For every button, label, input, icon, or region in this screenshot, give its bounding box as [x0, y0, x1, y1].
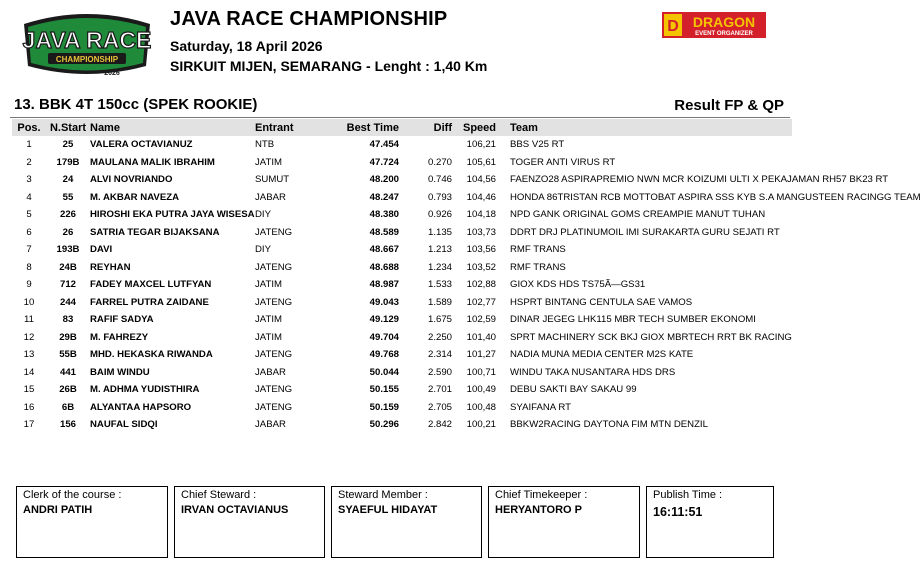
chief-steward-box — [174, 486, 325, 558]
row-start-number: 226 — [59, 209, 76, 221]
row-speed: 100,21 — [466, 419, 496, 431]
row-rider-name: DAVI — [90, 244, 113, 256]
row-entrant: JATENG — [255, 349, 293, 361]
row-team: NPD GANK ORIGINAL GOMS CREAMPIE MANUT TUHAN — [510, 209, 766, 221]
row-diff: 1.135 — [427, 226, 452, 238]
row-team: GIOX KDS HDS TS75Ã—GS31 — [510, 279, 646, 291]
row-diff: 2.314 — [427, 349, 452, 361]
col-pos: Pos. — [12, 119, 46, 136]
row-rider-name: MAULANA MALIK IBRAHIM — [90, 156, 215, 168]
row-speed: 101,27 — [466, 349, 496, 361]
row-diff: 2.590 — [427, 366, 452, 378]
row-team: HONDA 86TRISTAN RCB MOTTOBAT ASPIRA SSS KYB S.A MANGUSTEEN RACINGG TEAM — [510, 191, 921, 203]
row-rider-name: FARREL PUTRA ZAIDANE — [90, 296, 209, 308]
table-header-row — [12, 119, 792, 136]
table-row — [12, 206, 792, 224]
row-speed: 101,40 — [466, 331, 496, 343]
row-rider-name: RAFIF SADYA — [90, 314, 154, 326]
row-team: DDRT DRJ PLATINUMOIL IMI SURAKARTA GURU SEJATI RT — [510, 226, 780, 238]
row-start-number: 156 — [59, 419, 76, 431]
row-pos: 2 — [26, 156, 32, 168]
dragon-logo — [662, 12, 766, 38]
chief-timekeeper-label: Chief Timekeeper : — [495, 489, 588, 501]
row-best-time: 50.296 — [369, 419, 399, 431]
row-best-time: 48.667 — [369, 244, 399, 256]
clerk-box — [16, 486, 168, 558]
row-diff: 2.701 — [427, 384, 452, 396]
row-pos: 12 — [23, 331, 35, 343]
row-diff: 2.705 — [427, 401, 452, 413]
row-best-time: 47.724 — [369, 156, 399, 168]
row-rider-name: HIROSHI EKA PUTRA JAYA WISESA — [90, 209, 255, 221]
row-diff: 2.250 — [427, 331, 452, 343]
row-team: HSPRT BINTANG CENTULA SAE VAMOS — [510, 296, 693, 308]
results-body — [12, 136, 921, 434]
row-team: DEBU SAKTI BAY SAKAU 99 — [510, 384, 637, 396]
row-start-number: 24B — [59, 261, 77, 273]
row-start-number: 55 — [62, 191, 74, 203]
row-rider-name: MHD. HEKASKA RIWANDA — [90, 349, 213, 361]
row-rider-name: REYHAN — [90, 261, 131, 273]
col-best-time: Best Time — [345, 119, 413, 136]
row-team: RMF TRANS — [510, 244, 566, 256]
row-diff: 0.926 — [427, 209, 452, 221]
row-start-number: 26 — [62, 226, 74, 238]
event-venue: SIRKUIT MIJEN, SEMARANG - Lenght : 1,40 Km — [170, 58, 488, 74]
row-entrant: JATENG — [255, 401, 293, 413]
class-title: 13. BBK 4T 150cc (SPEK ROOKIE) — [14, 96, 258, 113]
row-best-time: 48.247 — [369, 191, 399, 203]
row-entrant: JATIM — [255, 331, 283, 343]
row-start-number: 6B — [61, 401, 75, 413]
row-entrant: JABAR — [255, 191, 286, 203]
table-row — [12, 311, 792, 329]
row-entrant: JATENG — [255, 226, 293, 238]
row-speed: 104,46 — [466, 191, 496, 203]
row-best-time: 49.043 — [369, 296, 399, 308]
row-start-number: 26B — [59, 384, 77, 396]
java-race-logo — [18, 8, 156, 83]
table-row — [12, 416, 792, 434]
row-entrant: NTB — [255, 139, 275, 151]
row-pos: 9 — [26, 279, 32, 291]
table-row — [12, 241, 792, 259]
row-entrant: JATENG — [255, 261, 293, 273]
row-speed: 103,56 — [466, 244, 496, 256]
row-diff: 2.842 — [427, 419, 452, 431]
row-diff: 0.793 — [427, 191, 452, 203]
steward-member-box — [331, 486, 482, 558]
row-speed: 103,52 — [466, 261, 496, 273]
row-rider-name: ALVI NOVRIANDO — [90, 174, 173, 186]
col-team: Team — [504, 119, 792, 136]
row-diff: 0.270 — [427, 156, 452, 168]
row-start-number: 29B — [59, 331, 77, 343]
row-pos: 14 — [23, 366, 35, 378]
row-start-number: 193B — [56, 244, 80, 256]
chief-timekeeper-box — [488, 486, 640, 558]
row-pos: 8 — [26, 261, 32, 273]
row-best-time: 48.688 — [369, 261, 399, 273]
row-best-time: 48.987 — [369, 279, 399, 291]
row-team: SPRT MACHINERY SCK BKJ GIOX MBRTECH RRT BK RACING — [510, 331, 792, 343]
row-diff: 1.533 — [427, 279, 452, 291]
row-speed: 103,73 — [466, 226, 496, 238]
row-diff: 1.675 — [427, 314, 452, 326]
col-name: Name — [90, 119, 255, 136]
table-row — [12, 154, 792, 172]
row-rider-name: M. FAHREZY — [90, 331, 149, 343]
row-start-number: 179B — [56, 156, 80, 168]
row-team: NADIA MUNA MEDIA CENTER M2S KATE — [510, 349, 694, 361]
row-entrant: JABAR — [255, 419, 286, 431]
publish-time-value: 16:11:51 — [653, 505, 703, 519]
dragon-brand: DRAGON — [692, 14, 756, 30]
row-best-time: 48.200 — [369, 174, 399, 186]
row-team: TOGER ANTI VIRUS RT — [510, 156, 616, 168]
steward-member-value: SYAEFUL HIDAYAT — [338, 504, 438, 516]
row-diff: 1.213 — [427, 244, 452, 256]
row-speed: 102,59 — [466, 314, 496, 326]
row-pos: 11 — [24, 314, 34, 326]
logo-sub-text: CHAMPIONSHIP — [55, 55, 119, 64]
col-start: N.Start — [46, 119, 90, 136]
row-pos: 4 — [26, 191, 32, 203]
row-speed: 102,88 — [466, 279, 496, 291]
row-team: FAENZO28 ASPIRAPREMIO NWN MCR KOIZUMI ULTI X PEKAJAMAN RH57 BK23 RT — [510, 174, 889, 186]
row-team: RMF TRANS — [510, 261, 566, 273]
table-row — [12, 171, 792, 189]
row-start-number: 83 — [62, 314, 74, 326]
row-pos: 16 — [23, 401, 35, 413]
row-diff — [413, 136, 460, 154]
row-pos: 17 — [23, 419, 35, 431]
row-entrant: JATENG — [255, 384, 293, 396]
dragon-tagline: EVENT ORGANIZER — [695, 31, 753, 37]
col-entrant: Entrant — [255, 119, 345, 136]
row-pos: 7 — [26, 244, 32, 256]
publish-time-box — [646, 486, 774, 558]
row-entrant: JABAR — [255, 366, 286, 378]
row-start-number: 712 — [59, 279, 76, 291]
row-best-time: 47.454 — [369, 139, 399, 151]
row-best-time: 50.155 — [369, 384, 399, 396]
row-team: BBS V25 RT — [510, 139, 565, 151]
table-row — [12, 346, 792, 364]
row-rider-name: M. AKBAR NAVEZA — [90, 191, 180, 203]
row-team: SYAIFANA RT — [510, 401, 571, 413]
row-entrant: JATIM — [255, 279, 283, 291]
chief-timekeeper-value: HERYANTORO P — [495, 504, 583, 516]
publish-time-label: Publish Time : — [653, 489, 723, 501]
row-entrant: DIY — [255, 209, 271, 221]
col-speed: Speed — [460, 119, 504, 136]
row-pos: 3 — [26, 174, 32, 186]
row-start-number: 55B — [59, 349, 77, 361]
clerk-label: Clerk of the course : — [23, 489, 122, 501]
table-row — [12, 364, 792, 382]
row-entrant: JATENG — [255, 296, 293, 308]
row-team: WINDU TAKA NUSANTARA HDS DRS — [510, 366, 676, 378]
table-row — [12, 224, 792, 242]
row-best-time: 48.589 — [369, 226, 399, 238]
row-rider-name: BAIM WINDU — [90, 366, 150, 378]
results-table — [12, 119, 921, 434]
row-best-time: 50.159 — [369, 401, 399, 413]
row-pos: 6 — [26, 226, 32, 238]
row-best-time: 50.044 — [369, 366, 399, 378]
row-diff: 1.234 — [427, 261, 452, 273]
table-row — [12, 259, 792, 277]
table-row — [12, 276, 792, 294]
row-speed: 100,71 — [466, 366, 496, 378]
row-pos: 15 — [23, 384, 35, 396]
table-row — [12, 136, 792, 154]
row-speed: 105,61 — [466, 156, 496, 168]
row-team: DINAR JEGEG LHK115 MBR TECH SUMBER EKONOMI — [510, 314, 756, 326]
row-best-time: 49.129 — [369, 314, 399, 326]
table-row — [12, 329, 792, 347]
event-date: Saturday, 18 April 2026 — [170, 38, 323, 54]
row-best-time: 49.768 — [369, 349, 399, 361]
row-entrant: SUMUT — [255, 174, 290, 186]
row-start-number: 244 — [59, 296, 76, 308]
table-row — [12, 381, 792, 399]
header-divider — [10, 117, 790, 118]
row-pos: 13 — [23, 349, 35, 361]
row-entrant: JATIM — [255, 314, 283, 326]
row-entrant: DIY — [255, 244, 271, 256]
col-diff: Diff — [413, 119, 460, 136]
row-rider-name: ALYANTAA HAPSORO — [90, 401, 192, 413]
logo-main-text: JAVA RACE — [22, 27, 152, 53]
chief-steward-label: Chief Steward : — [181, 489, 257, 501]
row-pos: 5 — [26, 209, 32, 221]
row-speed: 106,21 — [466, 139, 496, 151]
row-pos: 10 — [23, 296, 35, 308]
row-speed: 104,18 — [466, 209, 496, 221]
row-rider-name: NAUFAL SIDQI — [90, 419, 158, 431]
table-row — [12, 399, 792, 417]
row-rider-name: VALERA OCTAVIANUZ — [90, 139, 193, 151]
row-speed: 102,77 — [466, 296, 496, 308]
clerk-value: ANDRI PATIH — [23, 504, 93, 516]
row-pos: 1 — [26, 139, 32, 151]
chief-steward-value: IRVAN OCTAVIANUS — [181, 504, 289, 516]
row-entrant: JATIM — [255, 156, 283, 168]
table-row — [12, 189, 792, 207]
logo-year: 2026 — [104, 70, 120, 77]
row-best-time: 49.704 — [369, 331, 399, 343]
row-rider-name: SATRIA TEGAR BIJAKSANA — [90, 226, 220, 238]
row-speed: 100,49 — [466, 384, 496, 396]
row-start-number: 25 — [62, 139, 74, 151]
result-title: Result FP & QP — [674, 97, 784, 114]
row-speed: 100,48 — [466, 401, 496, 413]
row-start-number: 24 — [62, 174, 74, 186]
row-rider-name: FADEY MAXCEL LUTFYAN — [90, 279, 212, 291]
dragon-initial: D — [667, 18, 679, 35]
row-team: BBKW2RACING DAYTONA FIM MTN DENZIL — [510, 419, 708, 431]
event-title: JAVA RACE CHAMPIONSHIP — [170, 8, 448, 30]
row-diff: 0.746 — [427, 174, 452, 186]
row-start-number: 441 — [59, 366, 76, 378]
row-rider-name: M. ADHMA YUDISTHIRA — [90, 384, 200, 396]
table-row — [12, 294, 792, 312]
steward-member-label: Steward Member : — [338, 489, 428, 501]
row-speed: 104,56 — [466, 174, 496, 186]
row-diff: 1.589 — [427, 296, 452, 308]
row-best-time: 48.380 — [369, 209, 399, 221]
